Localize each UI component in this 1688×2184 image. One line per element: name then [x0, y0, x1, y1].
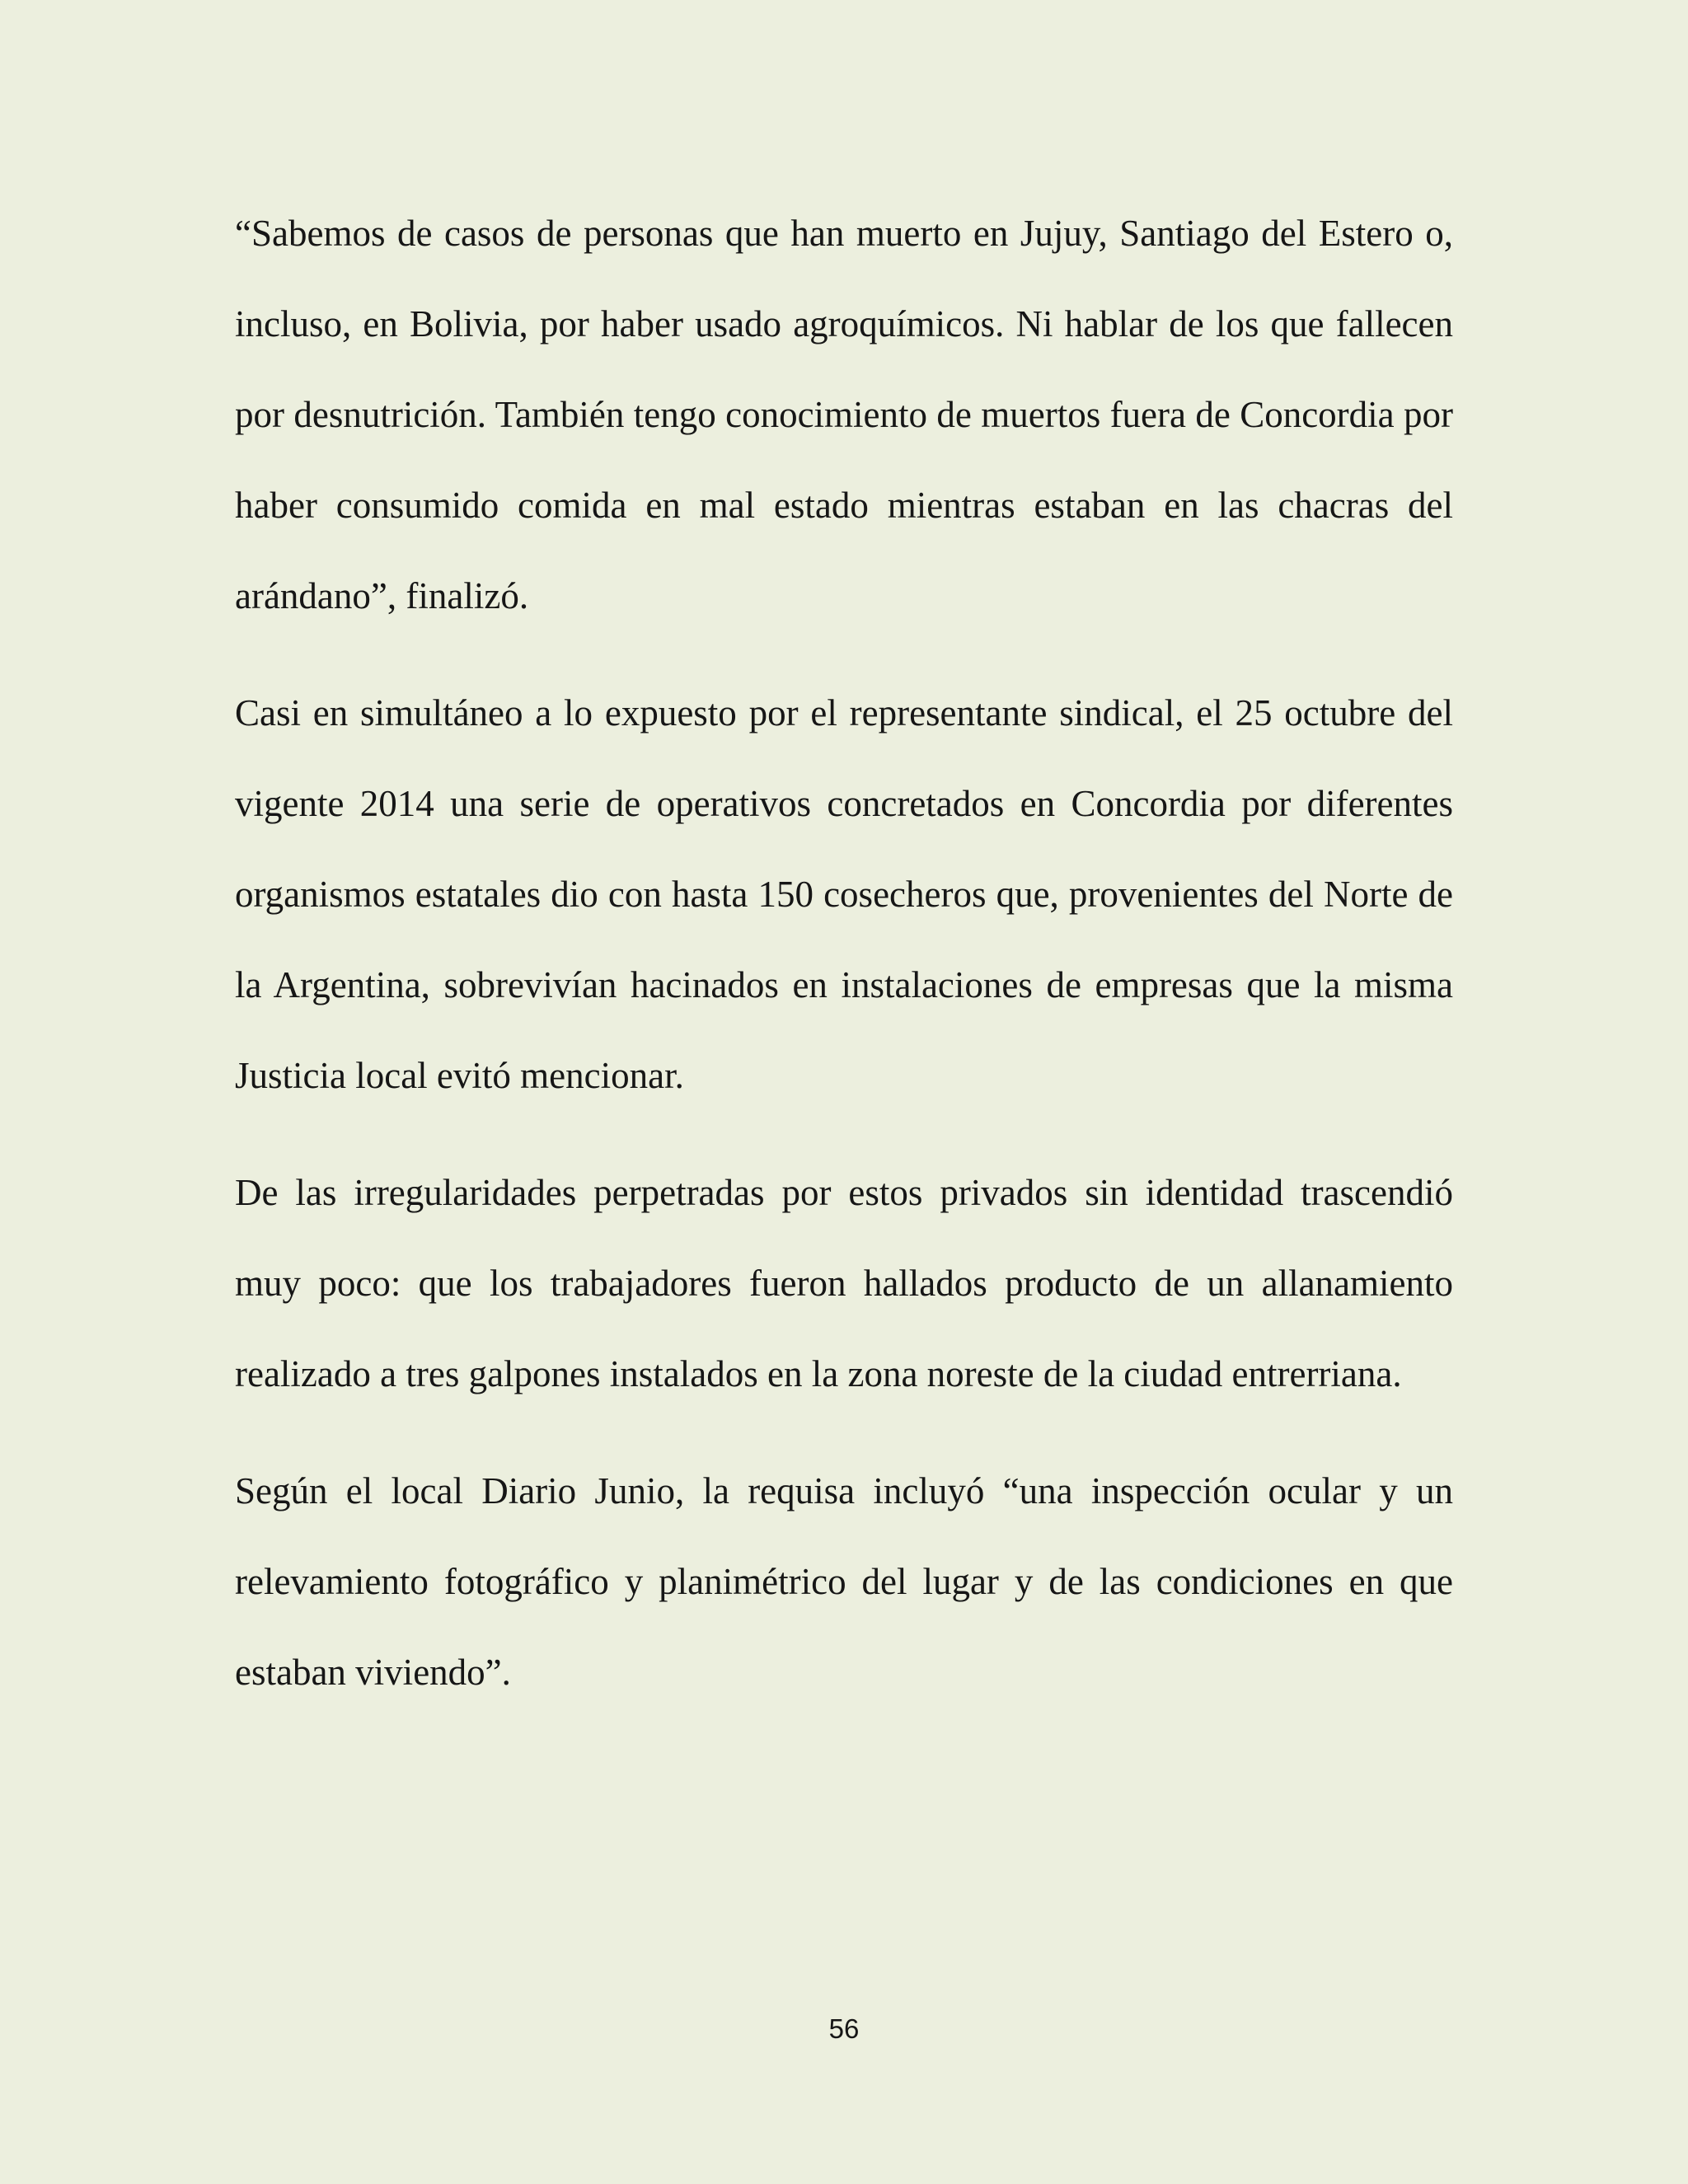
paragraph-diario-junio: Según el local Diario Junio, la requisa incluyó “una inspección ocular y un relevamiento fotográfico y planimétrico del lugar y de las condiciones en que estaban viviendo”.	[235, 1470, 1453, 1693]
paragraph-operativos: Casi en simultáneo a lo expuesto por el representante sindical, el 25 octubre del vigente 2014 una serie de operativos concretados en Concordia por diferentes organismos estatales dio con hasta 150 cosecheros que, provenientes del Norte de la Argentina, sobrevivían hacinados en instalaciones de empresas que la misma Justicia local evitó mencionar.	[235, 692, 1453, 1096]
paragraph-quote: “Sabemos de casos de personas que han muerto en Jujuy, Santiago del Estero o, incluso, en Bolivia, por haber usado agroquímicos. Ni hablar de los que fallecen por desnutrición. También tengo conocimiento de muertos fuera de Concordia por haber consumido comida en mal estado mientras estaban en las chacras del arándano”, finalizó.	[235, 213, 1453, 616]
document-body	[235, 188, 1453, 1744]
paragraph-irregularidades: De las irregularidades perpetradas por estos privados sin identidad trascendió muy poco: que los trabajadores fueron hallados producto de un allanamiento realizado a tres galpones instalados en la zona noreste de la ciudad entrerriana.	[235, 1172, 1453, 1394]
page-number: 56	[828, 2013, 860, 2044]
